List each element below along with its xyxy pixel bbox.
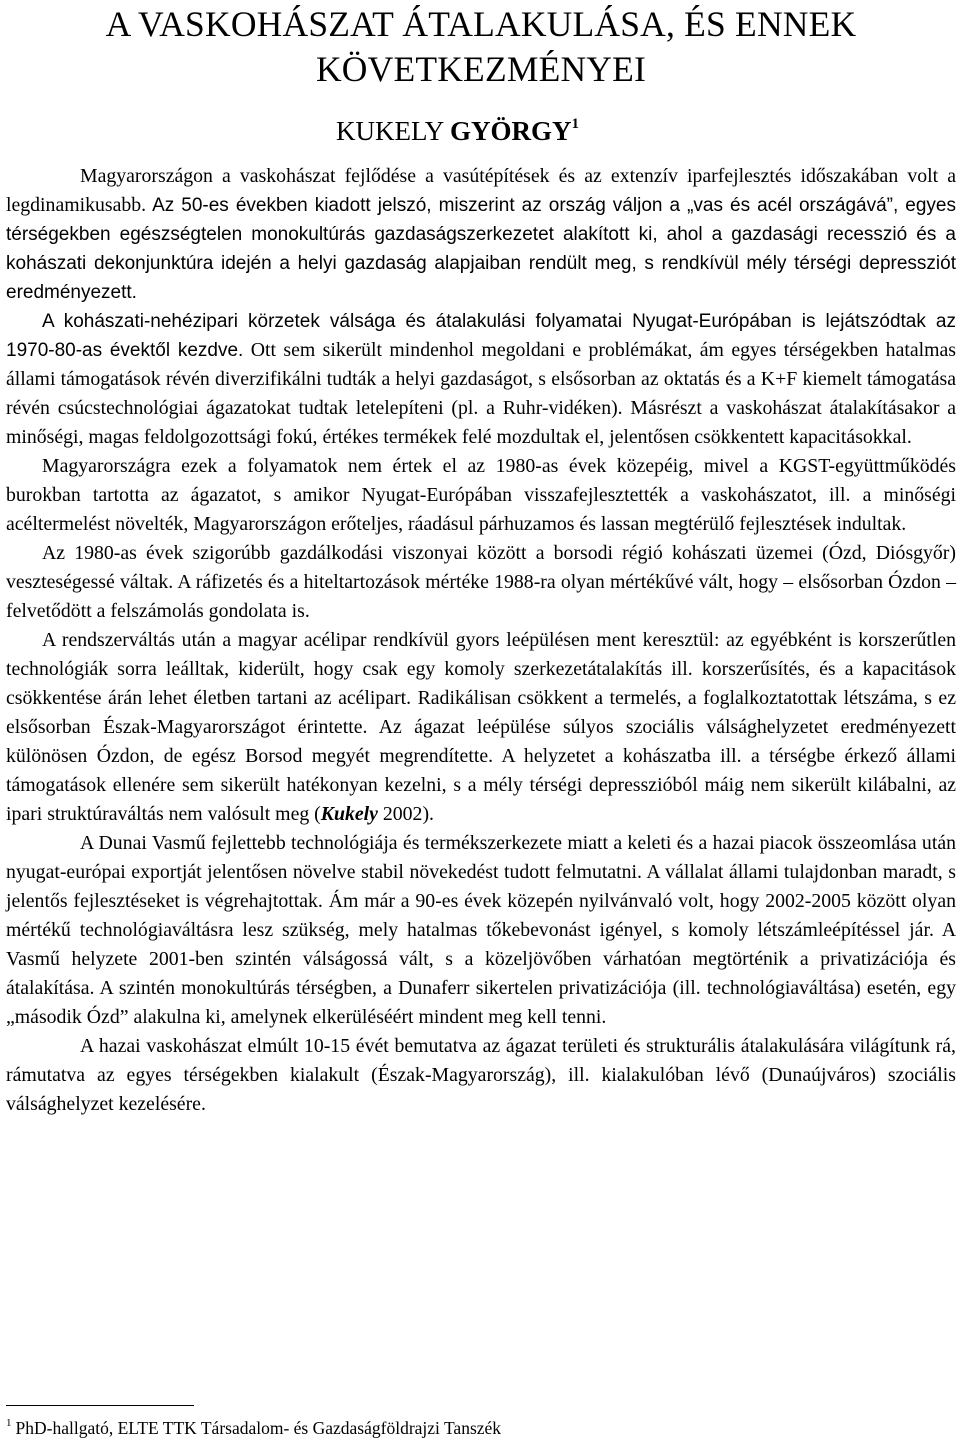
article-title: [6, 0, 956, 92]
footnote-mark: 1: [6, 1417, 12, 1429]
document-page: [6, 0, 956, 1119]
paragraph-7: A hazai vaskohászat elmúlt 10-15 évét bemutatva az ágazat területi és strukturális átalakulására világítunk rá, rámutatva az egyes térségekben kialakult (Észak-Magyarország), ill. kialakulóban lévő (Dunaújváros) szociális válsághelyzet kezelésére.: [6, 1035, 956, 1115]
title-line-1: A VASKOHÁSZAT ÁTALAKULÁSA, ÉS ENNEK: [105, 4, 857, 44]
title-line-2: KÖVETKEZMÉNYEI: [315, 49, 647, 89]
paragraph-6: A Dunai Vasmű fejlettebb technológiája és termékszerkezete miatt a keleti és a hazai piacok összeomlása után nyugat-európai exportját jelentősen növelve stabil növekedést tudott felmutatni. A vállalat állami tulajdonban maradt, s jelentős fejlesztéseket is végrehajtottak. Ám már a 90-es évek közepén nyilvánvaló volt, hogy 2002-2005 között olyan mértékű technológiaváltásra lesz szükség, mely hatalmas tőkebevonást igényel, s komoly létszámleépítéssel jár. A Vasmű helyzete 2001-ben szintén válságossá vált, s a közeljövőben várhatóan megtörténik a privatizációja és átalakítása. A szintén monokultúrás térségben, a Dunaferr sikertelen privatizációja (ill. technológiaváltása) esetén, egy „második Ózd” alakulna ki, amelynek elkerüléséért mindent meg kell tenni.: [6, 832, 956, 1028]
author-given-name: KUKELY: [336, 116, 451, 146]
paragraph-2-part-b: Ott sem sikerült mindenhol megoldani e problémákat, ám egyes térségekben hatalmas állami támogatások révén diverzifikálni tudták a helyi gazdaságot, s elsősorban az oktatás és a K+F kiemelt támogatása révén csúcstechnológiai ágazatokat tudtak letelepíteni (pl. a Ruhr-vidéken). Másrészt a vaskohászat átalakításakor a minőségi, magas feldolgozottsági fokú, értékes termékek felé mozdultak el, jelentősen csökkentett kapacitásokkal.: [6, 339, 956, 448]
paragraph-1: [6, 162, 956, 307]
footnote: [6, 1417, 501, 1439]
author-line: [6, 114, 956, 148]
citation-author: Kukely: [320, 803, 378, 825]
paragraph-3: Magyarországra ezek a folyamatok nem értek el az 1980-as évek közepéig, mivel a KGST-együttműködés burokban tartotta az ágazatot, s amikor Nyugat-Európában visszafejlesztették a vaskohászatot, ill. a minőségi acéltermelést növelték, Magyarországon erőteljes, ráadásul párhuzamos és lassan megtérülő fejlesztések indultak.: [6, 455, 956, 535]
paragraph-2: [6, 307, 956, 452]
article-body: [6, 162, 956, 1119]
paragraph-5-part-a: A rendszerváltás után a magyar acélipar rendkívül gyors leépülésen ment keresztül: az egyébként is korszerűtlen technológiák sorra leálltak, kiderült, hogy csak egy komoly szerkezetátalakítás ill. korszerűsítés, és a kapacitások csökkentése árán lehet életben tartani az acélipart. Radikálisan csökkent a termelés, a foglalkoztatottak létszáma, s ez elsősorban Észak-Magyarországot érintette. Az ágazat leépülése súlyos szociális válsághelyzetet eredményezett különösen Ózdon, de egész Borsod megyét megrendítette. A helyzetet a kohászatba ill. a térségbe érkező állami támogatások ellenére sem sikerült hatékonyan kezelni, s a mély térségi depresszióból máig nem sikerült kilábalni, az ipari struktúraváltás nem valósult meg (: [6, 629, 956, 825]
paragraph-2-part-a: A kohászati-nehézipari körzetek válsága és átalakulási folyamatai Nyugat-Európában is lejátszódtak az 1970-80-as évektől kezdve.: [6, 311, 956, 361]
author-footnote-mark: 1: [571, 116, 580, 132]
paragraph-5: [6, 626, 956, 829]
paragraph-1-part-b: Az 50-es években kiadott jelszó, miszerint az ország váljon a „vas és acél országává”, egyes térségekben egészségtelen monokultúrás gazdaságszerkezetet alakított ki, ahol a gazdasági recesszió és a kohászati dekonjunktúra idején a helyi gazdaság alapjaiban rendült meg, s rendkívül mély térségi depressziót eredményezett.: [6, 195, 956, 303]
footnote-separator: [6, 1405, 194, 1406]
paragraph-4: Az 1980-as évek szigorúbb gazdálkodási viszonyai között a borsodi régió kohászati üzemei (Ózd, Diósgyőr) veszteségessé váltak. A ráfizetés és a hiteltartozások mértéke 1988-ra olyan mértékűvé vált, hogy – elsősorban Ózdon – felvetődött a felszámolás gondolata is.: [6, 542, 956, 622]
paragraph-5-part-b: 2002).: [377, 803, 434, 825]
paragraph-1-part-a: Magyarországon a vaskohászat fejlődése a vasútépítések és az extenzív iparfejlesztés időszakában volt a legdinamikusabb.: [6, 165, 956, 216]
footnote-text: PhD-hallgató, ELTE TTK Társadalom- és Gazdaságföldrajzi Tanszék: [15, 1418, 502, 1438]
author-surname: GYÖRGY: [450, 116, 572, 146]
